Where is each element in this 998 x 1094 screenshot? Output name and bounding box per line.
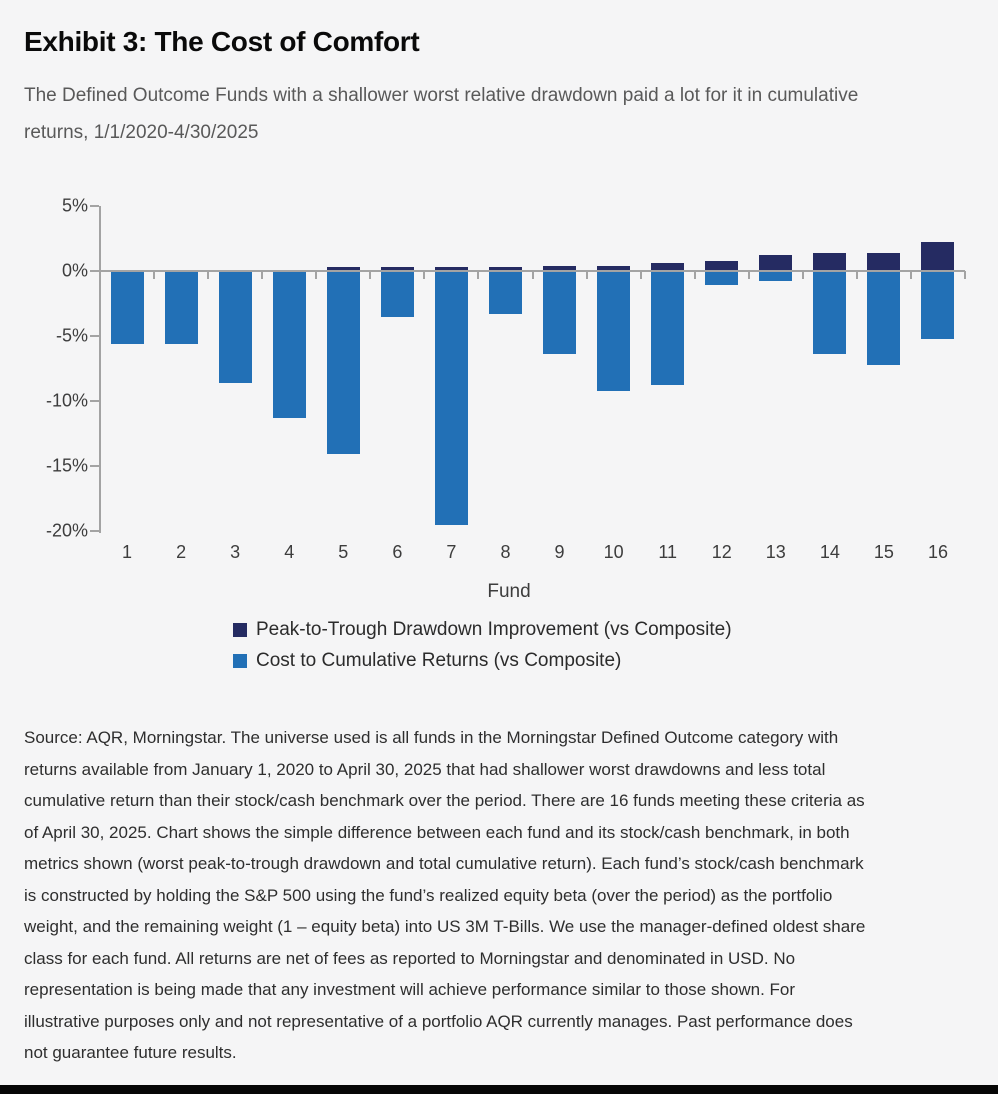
legend-swatch-icon xyxy=(233,654,247,668)
y-axis-tick xyxy=(90,205,99,207)
x-axis-label-fund-9: 9 xyxy=(554,542,565,562)
x-axis-label-fund-11: 11 xyxy=(658,542,677,562)
legend-item xyxy=(233,650,732,672)
y-axis-tick xyxy=(90,270,99,272)
x-axis-tick xyxy=(640,271,642,279)
y-axis-tick xyxy=(90,335,99,337)
x-axis-label-fund-12: 12 xyxy=(711,542,732,562)
x-axis-label-fund-5: 5 xyxy=(338,542,349,562)
x-axis-label-fund-8: 8 xyxy=(500,542,511,562)
exhibit-subtitle: The Defined Outcome Funds with a shallower worst relative drawdown paid a lot for it in cumulative returns, 1/1/2020-4/30/2025 xyxy=(24,85,859,143)
x-axis-label-fund-1: 1 xyxy=(122,542,133,562)
bar-cost-fund-4 xyxy=(273,271,306,418)
legend-label: Cost to Cumulative Returns (vs Composite) xyxy=(256,650,622,671)
source-line: of April 30, 2025. Chart shows the simple difference between each fund and its stock/cash benchmark, in both xyxy=(24,822,850,842)
bar-cost-fund-14 xyxy=(813,271,846,354)
y-axis-tick-label: -15% xyxy=(45,455,88,476)
x-axis-tick xyxy=(910,271,912,279)
y-axis-line xyxy=(99,206,101,533)
bar-cost-fund-13 xyxy=(759,271,792,281)
bar-cost-fund-9 xyxy=(543,271,576,354)
bar-cost-fund-15 xyxy=(867,271,900,365)
x-axis-tick xyxy=(586,271,588,279)
x-axis-tick xyxy=(315,271,317,279)
x-axis-tick xyxy=(694,271,696,279)
source-line: returns available from January 1, 2020 to April 30, 2025 that had shallower worst drawdowns and less total xyxy=(24,759,826,779)
x-axis-label-fund-2: 2 xyxy=(176,542,187,562)
y-axis-tick xyxy=(90,400,99,402)
x-axis-label-fund-15: 15 xyxy=(873,542,894,562)
source-line: not guarantee future results. xyxy=(24,1043,237,1062)
source-line: class for each fund. All returns are net of fees as reported to Morningstar and denominated in USD. No xyxy=(24,948,796,968)
bottom-rule xyxy=(0,1085,998,1094)
bar-cost-fund-3 xyxy=(219,271,252,383)
source-note xyxy=(24,722,865,1069)
source-line: Source: AQR, Morningstar. The universe used is all funds in the Morningstar Defined Outcome category with xyxy=(24,728,839,747)
x-axis-tick xyxy=(964,271,966,279)
exhibit-title: Exhibit 3: The Cost of Comfort xyxy=(24,26,420,57)
legend-label: Peak-to-Trough Drawdown Improvement (vs Composite) xyxy=(256,619,732,640)
bar-cost-fund-10 xyxy=(597,271,630,391)
x-axis-tick xyxy=(802,271,804,279)
bar-cost-fund-12 xyxy=(705,271,738,285)
chart-legend xyxy=(233,619,732,672)
x-axis-tick xyxy=(261,271,263,279)
legend-item xyxy=(233,619,732,641)
x-axis-label-fund-3: 3 xyxy=(230,542,241,562)
source-line: metrics shown (worst peak-to-trough drawdown and total cumulative return). Each fund’s stock/cash benchmark xyxy=(24,854,864,873)
y-axis-tick xyxy=(90,530,99,532)
x-axis-label-fund-10: 10 xyxy=(603,542,624,562)
x-axis-label-fund-6: 6 xyxy=(392,542,403,562)
bar-cost-fund-16 xyxy=(921,271,954,339)
source-line: weight, and the remaining weight (1 – equity beta) into US 3M T-Bills. We use the manager-defined oldest share xyxy=(24,917,866,936)
bar-cost-fund-6 xyxy=(381,271,414,317)
x-axis-tick xyxy=(477,271,479,279)
bar-improvement-fund-16 xyxy=(921,242,954,271)
x-axis-tick xyxy=(423,271,425,279)
x-axis-tick xyxy=(207,271,209,279)
x-axis-tick xyxy=(153,271,155,279)
plot-area xyxy=(45,195,965,562)
x-axis-label-fund-4: 4 xyxy=(284,542,295,562)
source-line: illustrative purposes only and not representative of a portfolio AQR currently manages. Past performance does xyxy=(24,1011,853,1031)
source-line: is constructed by holding the S&P 500 using the fund’s realized equity beta (over the period) as the portfolio xyxy=(24,885,833,905)
y-axis-tick-label: 5% xyxy=(61,195,88,216)
y-axis-tick xyxy=(90,465,99,467)
bar-cost-fund-1 xyxy=(111,271,144,344)
x-axis-tick xyxy=(369,271,371,279)
x-axis-label-fund-13: 13 xyxy=(765,542,786,562)
x-axis-label-fund-7: 7 xyxy=(446,542,457,562)
bar-cost-fund-11 xyxy=(651,271,684,385)
y-axis-tick-label: 0% xyxy=(61,260,88,281)
x-axis-tick xyxy=(856,271,858,279)
bar-cost-fund-2 xyxy=(165,271,198,344)
bar-cost-fund-5 xyxy=(327,271,360,454)
y-axis-tick-label: -5% xyxy=(55,325,88,346)
bar-cost-fund-8 xyxy=(489,271,522,314)
x-axis-label-fund-14: 14 xyxy=(819,542,840,562)
y-axis-tick-label: -20% xyxy=(45,520,88,541)
bar-cost-fund-7 xyxy=(435,271,468,525)
x-axis-title: Fund xyxy=(487,581,531,602)
y-axis-tick-label: -10% xyxy=(45,390,88,411)
bar-improvement-fund-15 xyxy=(867,253,900,271)
source-line: cumulative return than their stock/cash benchmark over the period. There are 16 funds meeting these criteria as xyxy=(24,791,865,810)
bar-improvement-fund-14 xyxy=(813,253,846,271)
x-axis-tick xyxy=(532,271,534,279)
x-axis-tick xyxy=(748,271,750,279)
bar-improvement-fund-13 xyxy=(759,255,792,271)
source-line: representation is being made that any investment will achieve performance similar to those shown. For xyxy=(24,980,796,999)
x-axis-label-fund-16: 16 xyxy=(927,542,948,562)
legend-swatch-icon xyxy=(233,623,247,637)
